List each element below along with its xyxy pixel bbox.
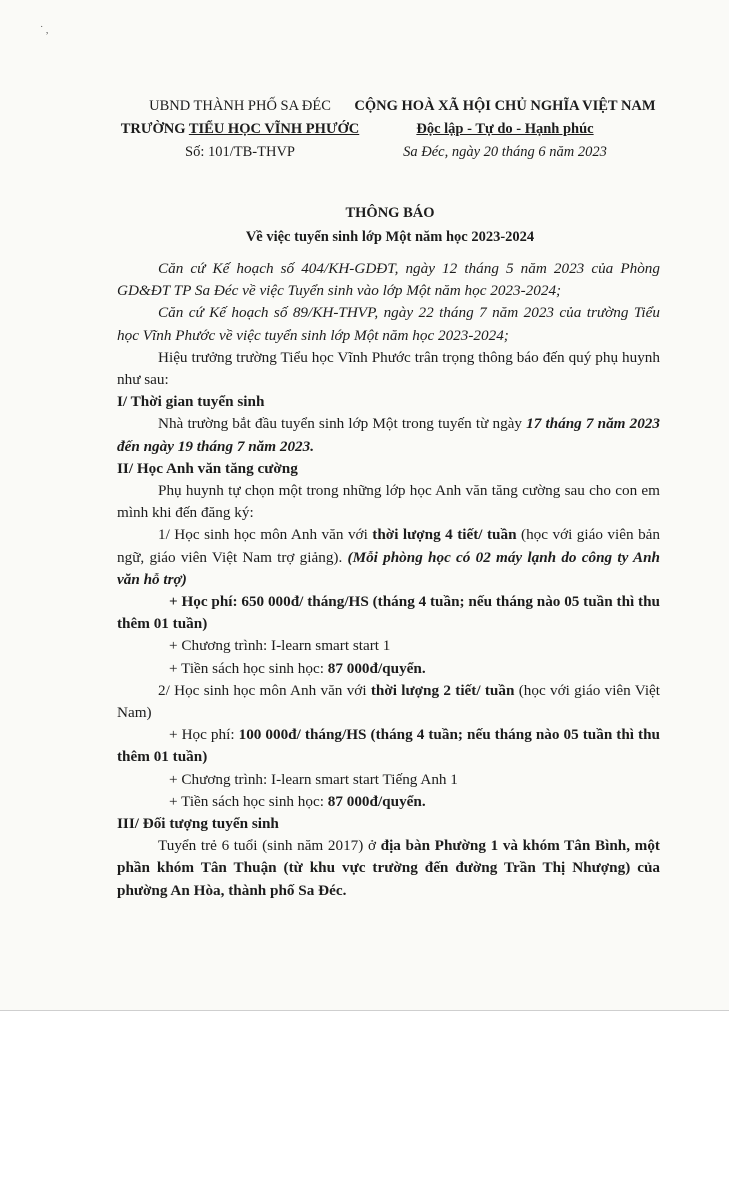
national-motto: Độc lập - Tự do - Hạnh phúc <box>416 121 594 137</box>
basis-1: Căn cứ Kế hoạch số 404/KH-GDĐT, ngày 12 tháng 5 năm 2023 của Phòng GD&ĐT TP Sa Đéc về việc Tuyển sinh vào lớp Một năm học 2023-2024; <box>117 260 660 300</box>
header-left <box>115 95 365 164</box>
section-1-text: Nhà trường bắt đầu tuyển sinh lớp Một trong tuyến từ ngày 17 tháng 7 năm 2023 đến ngày 19 tháng 7 năm 2023. <box>117 415 660 455</box>
option-1: 1/ Học sinh học môn Anh văn với thời lượng 4 tiết/ tuần (học với giáo viên bản ngữ, giáo viên Việt Nam trợ giảng). (Mỗi phòng học có 02 máy lạnh do công ty Anh văn hỗ trợ) <box>117 526 660 588</box>
section-3-text: Tuyển trẻ 6 tuổi (sinh năm 2017) ở địa bàn Phường 1 và khóm Tân Bình, một phần khóm Tân Thuận (từ khu vực trường đến đường Trần Thị Nhượng) của phường An Hòa, thành phố Sa Đéc. <box>117 837 660 899</box>
option-1-books: + Tiền sách học sinh học: 87 000đ/quyển. <box>169 659 426 677</box>
intro-paragraph: Hiệu trưởng trường Tiểu học Vĩnh Phước trân trọng thông báo đến quý phụ huynh như sau: <box>117 348 660 389</box>
section-3-heading: III/ Đối tượng tuyển sinh <box>117 815 279 833</box>
header-right <box>340 95 670 164</box>
basis-2: Căn cứ Kế hoạch số 89/KH-THVP, ngày 22 tháng 7 năm 2023 của trường Tiểu học Vĩnh Phước về việc tuyển sinh lớp Một năm học 2023-2024; <box>117 304 660 344</box>
document-subtitle: Về việc tuyển sinh lớp Một năm học 2023-2024 <box>245 229 535 245</box>
title-block <box>110 201 670 249</box>
option-2-books: + Tiền sách học sinh học: 87 000đ/quyển. <box>169 792 426 810</box>
option-2-fee: + Học phí: 100 000đ/ tháng/HS (tháng 4 tuần; nếu tháng nào 05 tuần thì thu thêm 01 tuần) <box>117 726 660 766</box>
national-title: CỘNG HOÀ XÃ HỘI CHỦ NGHĨA VIỆT NAM <box>354 98 656 114</box>
section-2-heading: II/ Học Anh văn tăng cường <box>117 459 298 477</box>
school-name: TRƯỜNG TIỂU HỌC VĨNH PHƯỚC <box>120 121 360 137</box>
option-2: 2/ Học sinh học môn Anh văn với thời lượng 2 tiết/ tuần (học với giáo viên Việt Nam) <box>117 681 661 722</box>
agency-name: UBND THÀNH PHỐ SA ĐÉC <box>149 98 331 114</box>
document-body <box>117 258 660 902</box>
scan-mark: ˙ , <box>40 25 49 36</box>
document-title: THÔNG BÁO <box>345 205 435 221</box>
section-1-heading: I/ Thời gian tuyển sinh <box>117 393 265 411</box>
option-1-program: + Chương trình: I-learn smart start 1 <box>169 637 391 655</box>
document-number: Số: 101/TB-THVP <box>185 144 295 160</box>
section-2-intro: Phụ huynh tự chọn một trong những lớp học Anh văn tăng cường sau cho con em mình khi đến đăng ký: <box>117 482 660 522</box>
option-2-program: + Chương trình: I-learn smart start Tiếng Anh 1 <box>169 770 458 788</box>
place-date: Sa Đéc, ngày 20 tháng 6 năm 2023 <box>403 144 607 160</box>
option-1-fee: + Học phí: 650 000đ/ tháng/HS (tháng 4 tuần; nếu tháng nào 05 tuần thì thu thêm 01 tuần) <box>117 593 660 633</box>
